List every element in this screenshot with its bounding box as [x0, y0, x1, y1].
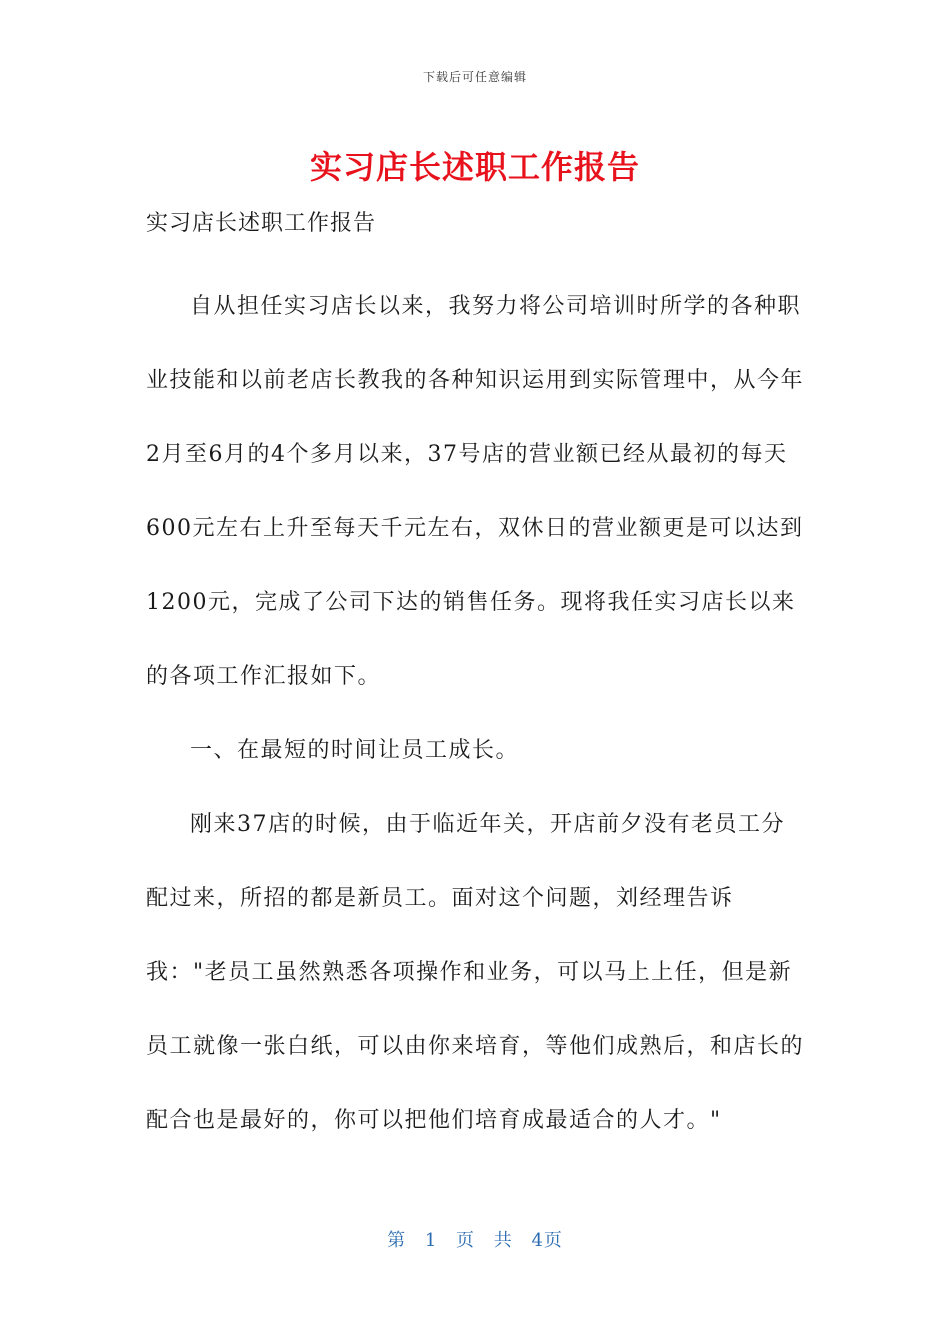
paragraph-staff-growth: 刚来37店的时候，由于临近年关，开店前夕没有老员工分配过来，所招的都是新员工。面对这个问题，刘经理告诉我："老员工虽然熟悉各项操作和业务，可以马上上任，但是新员工就像一张白纸，可以由你来培育，等他们成熟后，和店长的配合也是最好的，你可以把他们培育成最适合的人才。" [146, 812, 805, 1133]
paragraph-intro: 自从担任实习店长以来，我努力将公司培训时所学的各种职业技能和以前老店长教我的各种知识运用到实际管理中，从今年2月至6月的4个多月以来，37号店的营业额已经从最初的每天600元左右上升至每天千元左右，双休日的营业额更是可以达到1200元，完成了公司下达的销售任务。现将我任实习店长以来的各项工作汇报如下。 [146, 294, 805, 689]
document-title: 实习店长述职工作报告 [309, 148, 640, 186]
header-note: 下载后可任意编辑 [422, 70, 527, 84]
footer-total-pages: 4页 [531, 1230, 563, 1251]
footer-label-ye: 页 [456, 1230, 475, 1251]
page-footer [0, 1226, 950, 1252]
footer-label-di: 第 [387, 1230, 407, 1251]
footer-label-gong: 共 [493, 1230, 513, 1251]
document-subtitle: 实习店长述职工作报告 [146, 211, 377, 236]
footer-page-number: 1 [424, 1230, 438, 1251]
paragraph-heading-one: 一、在最短的时间让员工成长。 [190, 738, 520, 763]
document-body [146, 270, 806, 1158]
